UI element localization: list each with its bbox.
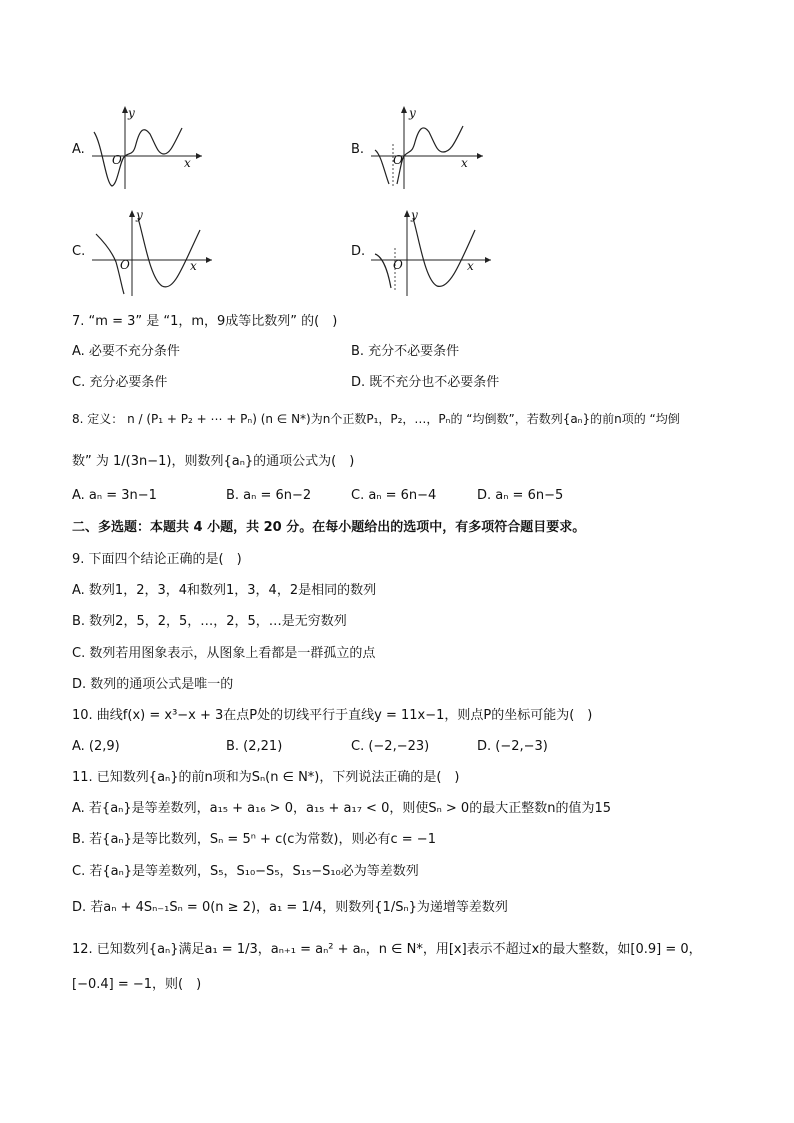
origin-label: O bbox=[393, 258, 403, 272]
q8-line1: 8. 定义： n / (P₁ + P₂ + ⋯ + Pₙ) (n ∈ N*)为n个正数P₁，P₂，…，Pₙ的 “均倒数”，若数列{aₙ}的前n项的 “均倒 bbox=[72, 412, 680, 426]
q12-line2: [−0.4] = −1，则( ) bbox=[72, 977, 202, 992]
y-axis-label: y bbox=[128, 106, 135, 120]
q8-option-d: D. aₙ = 6n−5 bbox=[477, 488, 564, 503]
y-axis-label: y bbox=[136, 208, 143, 222]
origin-label: O bbox=[120, 258, 130, 272]
q9-option-d: D. 数列的通项公式是唯一的 bbox=[72, 677, 234, 692]
graph-c-plot bbox=[92, 208, 242, 300]
q10-option-b: B. (2,21) bbox=[226, 739, 283, 754]
origin-label: O bbox=[112, 153, 122, 167]
x-axis-label: x bbox=[461, 156, 468, 170]
graph-label: B. bbox=[351, 142, 365, 157]
q7-option-b: B. 充分不必要条件 bbox=[351, 344, 460, 359]
graph-d-plot bbox=[371, 208, 521, 300]
q8-option-a: A. aₙ = 3n−1 bbox=[72, 488, 157, 503]
y-axis-label: y bbox=[411, 208, 418, 222]
section-heading-multi-choice: 二、多选题：本题共 4 小题，共 20 分。在每小题给出的选项中，有多项符合题目要求。 bbox=[72, 520, 586, 535]
q7-option-d: D. 既不充分也不必要条件 bbox=[351, 375, 500, 390]
q7-option-a: A. 必要不充分条件 bbox=[72, 344, 180, 359]
q11-option-c: C. 若{aₙ}是等差数列，S₅，S₁₀−S₅，S₁₅−S₁₀必为等差数列 bbox=[72, 864, 419, 879]
x-axis-label: x bbox=[184, 156, 191, 170]
x-axis-label: x bbox=[190, 259, 197, 273]
q11-option-b: B. 若{aₙ}是等比数列，Sₙ = 5ⁿ + c(c为常数)，则必有c = −1 bbox=[72, 832, 436, 847]
x-axis-label: x bbox=[467, 259, 474, 273]
q9-option-b: B. 数列2，5，2，5，…，2，5，…是无穷数列 bbox=[72, 614, 347, 629]
q11-option-d: D. 若aₙ + 4Sₙ₋₁Sₙ = 0(n ≥ 2)，a₁ = 1/4，则数列{1/Sₙ}为递增等差数列 bbox=[72, 900, 508, 915]
q10-stem: 10. 曲线f(x) = x³−x + 3在点P处的切线平行于直线y = 11x−1，则点P的坐标可能为( ) bbox=[72, 708, 593, 723]
q8-line2: 数” 为 1/(3n−1)，则数列{aₙ}的通项公式为( ) bbox=[72, 454, 355, 469]
q9-stem: 9. 下面四个结论正确的是( ) bbox=[72, 552, 242, 567]
q8-option-b: B. aₙ = 6n−2 bbox=[226, 488, 312, 503]
q10-option-d: D. (−2,−3) bbox=[477, 739, 548, 754]
q7-option-c: C. 充分必要条件 bbox=[72, 375, 168, 390]
q8-option-c: C. aₙ = 6n−4 bbox=[351, 488, 437, 503]
q10-option-a: A. (2,9) bbox=[72, 739, 120, 754]
q7-stem: 7. “m = 3” 是 “1，m，9成等比数列” 的( ) bbox=[72, 314, 338, 329]
q11-option-a: A. 若{aₙ}是等差数列，a₁₅ + a₁₆ > 0，a₁₅ + a₁₇ < 0，则使Sₙ > 0的最大正整数n的值为15 bbox=[72, 801, 611, 816]
q11-stem: 11. 已知数列{aₙ}的前n项和为Sₙ(n ∈ N*)，下列说法正确的是( ) bbox=[72, 770, 460, 785]
graph-a-plot bbox=[92, 104, 232, 194]
origin-label: O bbox=[393, 153, 403, 167]
graph-label: A. bbox=[72, 142, 85, 157]
y-axis-label: y bbox=[409, 106, 416, 120]
q9-option-c: C. 数列若用图象表示，从图象上看都是一群孤立的点 bbox=[72, 646, 376, 661]
q9-option-a: A. 数列1，2，3，4和数列1，3，4，2是相同的数列 bbox=[72, 583, 377, 598]
q12-line1: 12. 已知数列{aₙ}满足a₁ = 1/3，aₙ₊₁ = aₙ² + aₙ，n ∈ N*，用[x]表示不超过x的最大整数，如[0.9] = 0， bbox=[72, 942, 702, 957]
graph-label: D. bbox=[351, 244, 366, 259]
q10-option-c: C. (−2,−23) bbox=[351, 739, 430, 754]
graph-label: C. bbox=[72, 244, 86, 259]
graph-b-plot bbox=[371, 104, 511, 194]
